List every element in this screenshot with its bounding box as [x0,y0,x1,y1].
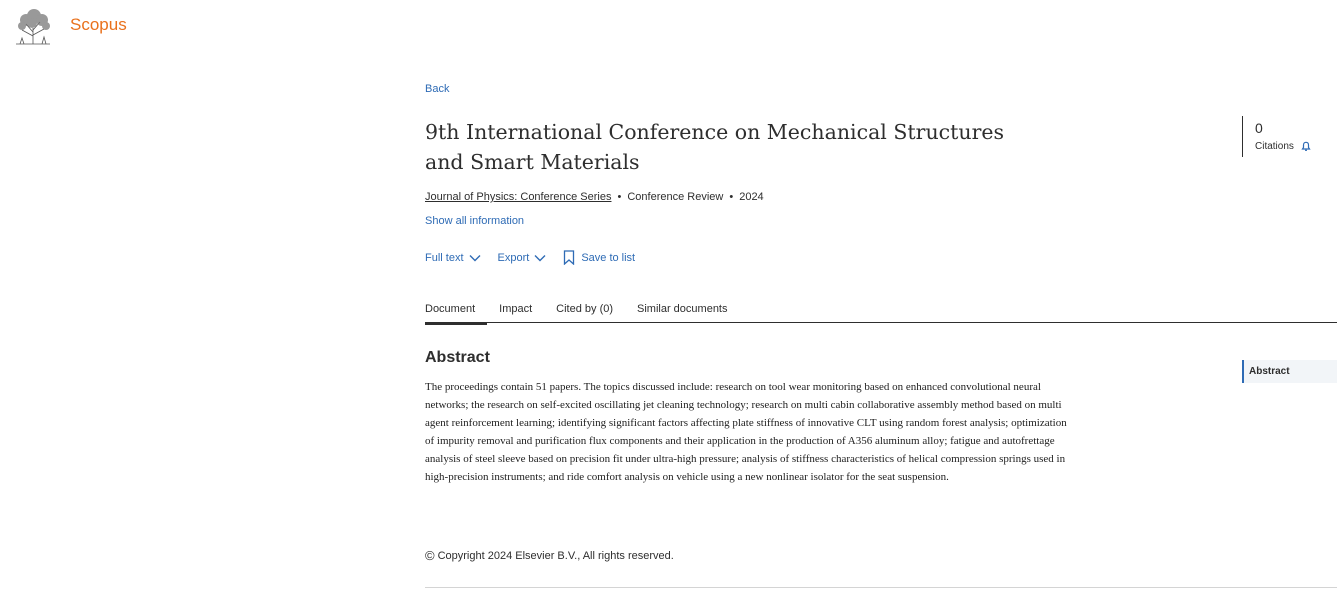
tab-impact[interactable]: Impact [499,303,533,315]
copyright-notice [425,548,674,563]
document-tabs [425,303,1337,323]
citations-panel [1242,116,1312,157]
show-all-information-link[interactable]: Show all information [425,215,525,227]
abstract-text: The proceedings contain 51 papers. The topics discussed include: research on tool wear monitoring based on enhanced convolutional neural networks; the research on self-excited oscillating jet cleaning technology; research on multi cabin collaborative assembly method based on multi agent reinforcement learning; identifying significant factors affecting plate stiffness of innovative CLT using random forest analysis; optimization of impurity removal and purification flux components and their application in the production of A356 aluminum alloy; fatigue and autofrettage analysis of steel sleeve based on precision fit under ultra-high pressure; analysis of stiffness characteristics of helical compression springs used in high-precision instruments; and ride comfort analysis on vehicle using a new nonlinear isolator for the seat suspension. [425,381,1067,483]
meta-separator: • [729,191,734,203]
chevron-down-icon [534,254,546,262]
elsevier-tree-icon [12,8,54,46]
journal-link[interactable]: Journal of Physics: Conference Series [425,191,612,203]
document-year: 2024 [739,191,764,203]
tab-document[interactable]: Document [425,303,475,323]
page-title: 9th International Conference on Mechanical Structures and Smart Materials [425,120,1005,174]
back-link[interactable]: Back [425,83,450,95]
bell-icon[interactable] [1300,140,1312,152]
tab-cited-by[interactable]: Cited by (0) [556,303,614,315]
action-bar [425,250,652,265]
scopus-brand[interactable]: Scopus [70,15,127,34]
citations-label: Citations [1255,140,1294,152]
copyright-icon: © [425,548,435,563]
chevron-down-icon [469,254,481,262]
citations-label-row [1255,140,1312,152]
footer-divider [425,587,1337,588]
copyright-text: Copyright 2024 Elsevier B.V., All rights reserved. [437,549,674,562]
document-type: Conference Review [627,191,724,203]
meta-separator: • [617,191,622,203]
full-text-label: Full text [425,251,464,264]
export-button[interactable] [498,252,547,264]
export-label: Export [497,251,530,264]
citations-count: 0 [1255,120,1263,136]
save-to-list-label: Save to list [581,251,636,264]
elsevier-logo[interactable] [12,8,54,46]
save-to-list-button[interactable] [563,250,635,265]
document-meta [425,191,764,203]
bookmark-icon [563,250,575,265]
side-nav-abstract[interactable]: Abstract [1242,360,1337,383]
full-text-button[interactable] [425,252,481,264]
abstract-heading: Abstract [425,349,490,366]
tab-similar-documents[interactable]: Similar documents [637,303,728,315]
